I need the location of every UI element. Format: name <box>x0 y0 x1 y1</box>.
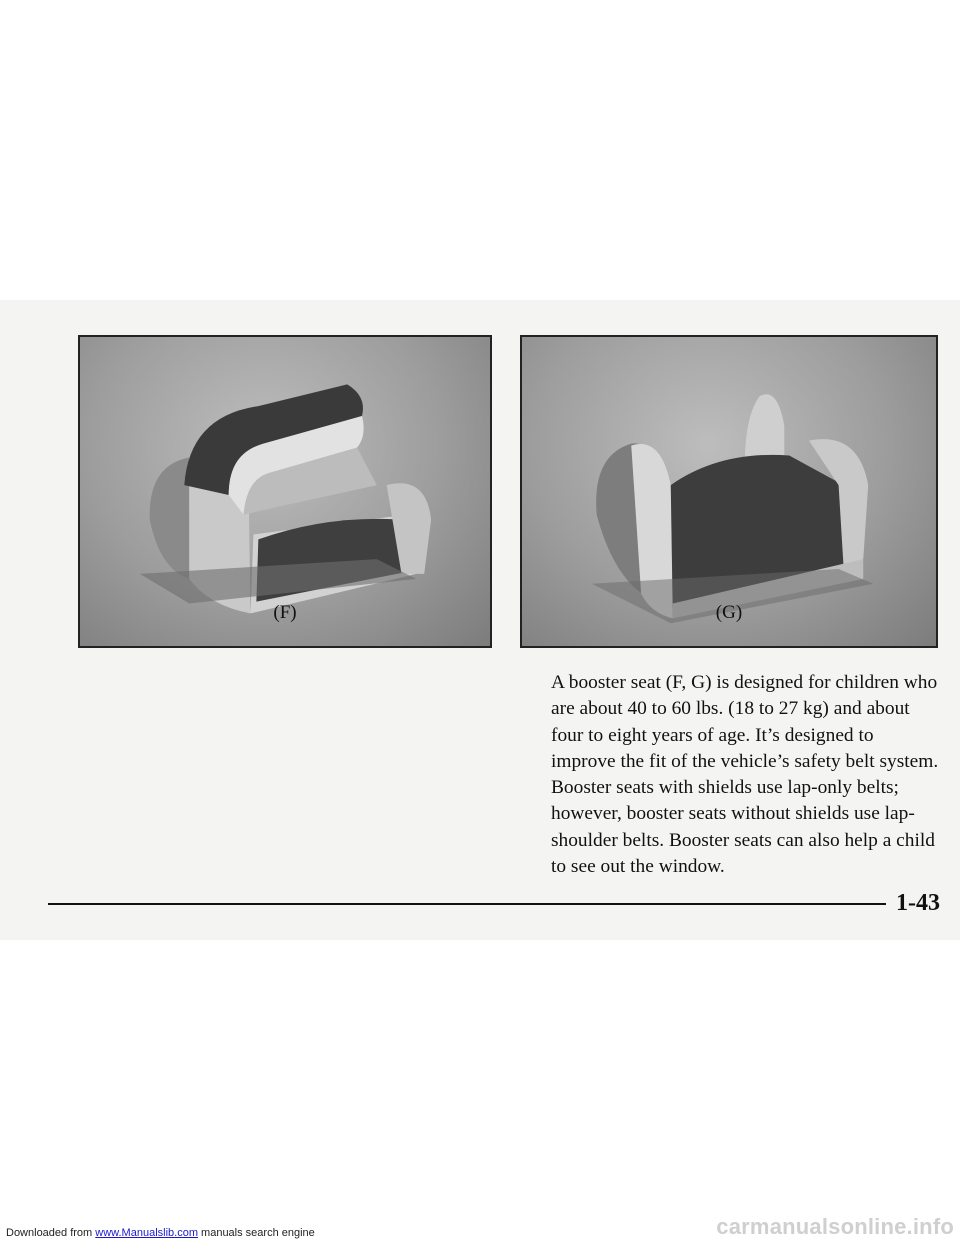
download-footer <box>6 1227 315 1239</box>
page-rule <box>48 903 886 905</box>
booster-seat-without-shield-figure <box>520 335 938 648</box>
figure-g-label: (G) <box>715 602 743 623</box>
booster-seat-with-shield-figure <box>78 335 492 648</box>
booster-seat-without-shield-illustration <box>522 337 936 646</box>
figure-f-label: (F) <box>273 602 297 623</box>
footer-prefix: Downloaded from <box>6 1227 96 1239</box>
watermark: carmanualsonline.info <box>716 1214 954 1239</box>
booster-seat-description: A booster seat (F, G) is designed for children who are about 40 to 60 lbs. (18 to 27 kg) and about four to eight years of age. It’s designed to improve the fit of the vehicle’s safety belt system. Booster seats with shields use lap-only belts; however, booster seats without shields use lap-shoulder belts. Booster seats can also help a child to see out the window. <box>551 672 939 878</box>
footer-suffix: manuals search engine <box>197 1227 315 1239</box>
page-number: 1-43 <box>896 890 940 916</box>
booster-seat-with-shield-illustration <box>80 337 490 646</box>
manualslib-link[interactable]: www.Manualslib.com <box>95 1227 198 1239</box>
